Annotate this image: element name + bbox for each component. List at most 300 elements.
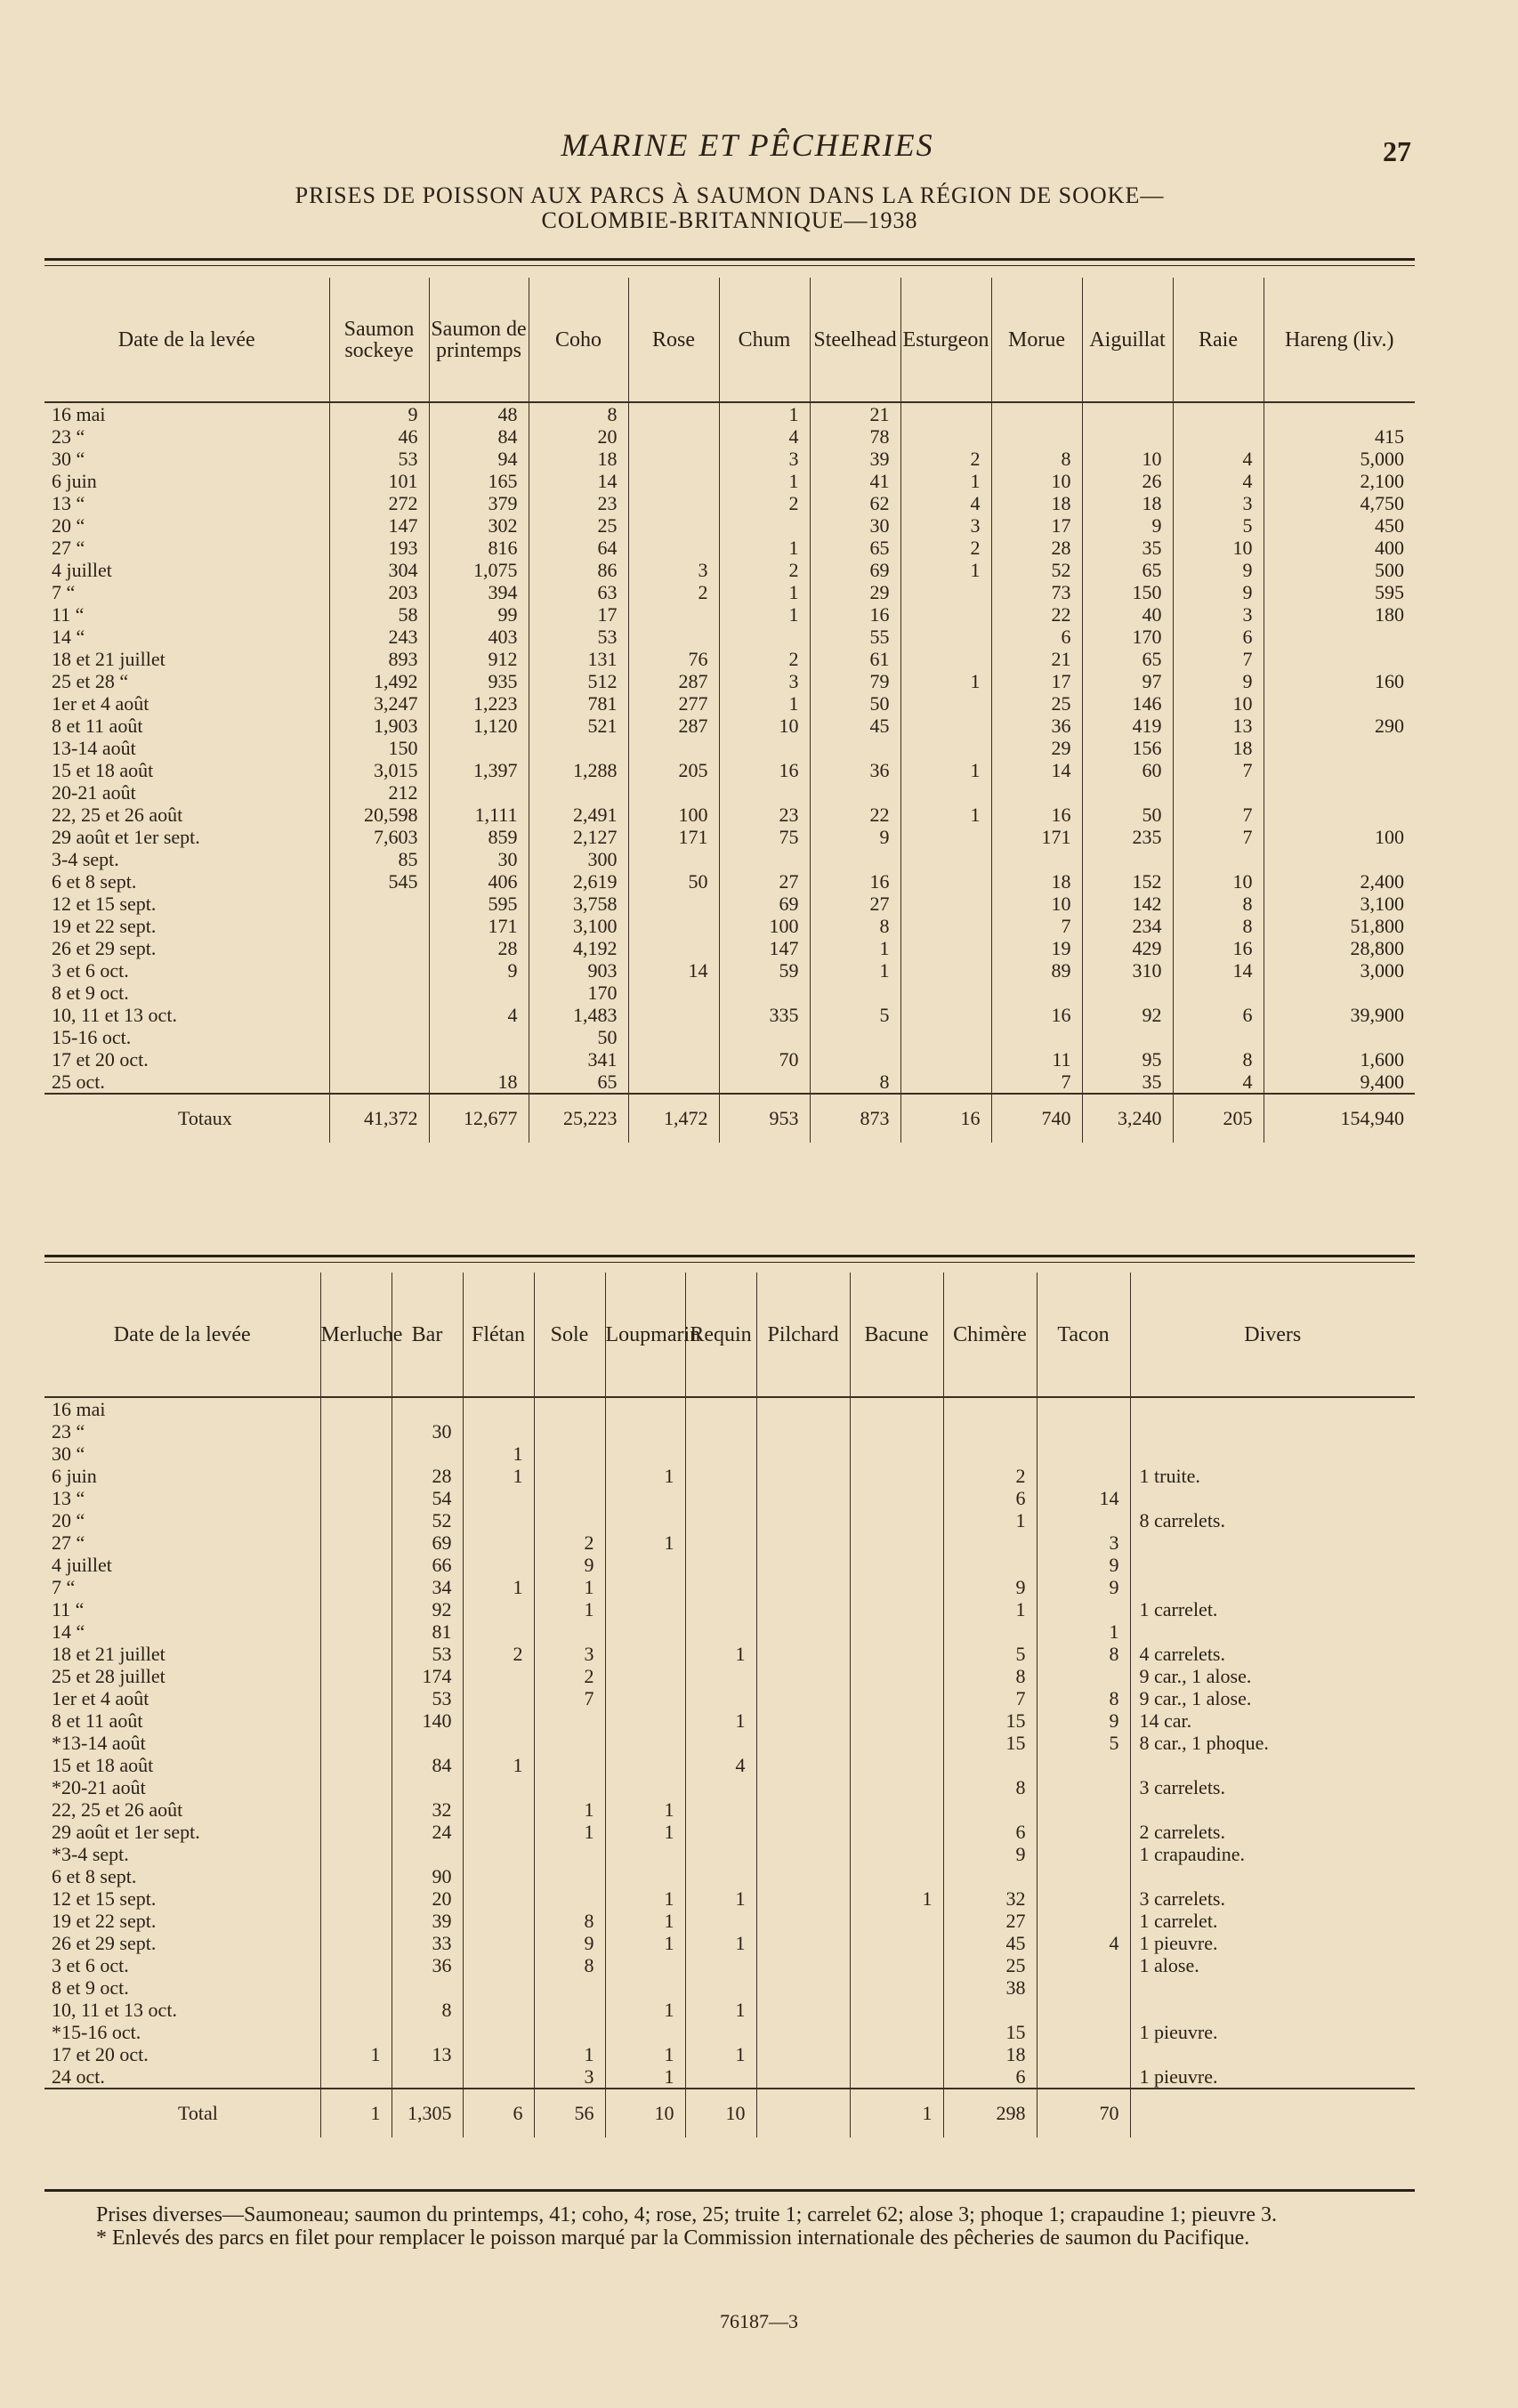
- table-cell: 1,397: [429, 759, 529, 781]
- table-cell: 97: [1082, 670, 1173, 692]
- table1-header-0: Date de la levée: [44, 278, 329, 402]
- table-cell: [685, 1397, 756, 1420]
- table-cell: 65: [810, 537, 900, 559]
- row-date: 23 “: [44, 1420, 320, 1442]
- table-cell: 2,491: [529, 804, 628, 826]
- table-cell: [1264, 402, 1415, 425]
- table-cell: 5: [943, 1643, 1037, 1665]
- table-cell: [1082, 781, 1173, 804]
- table-cell: 8 car., 1 phoque.: [1139, 1732, 1269, 1754]
- table-cell: 9: [943, 1843, 1037, 1865]
- table-cell: [320, 1976, 392, 1999]
- table-row: [44, 1999, 1415, 2021]
- table-cell: [1264, 692, 1415, 715]
- table-cell: 1: [719, 470, 810, 492]
- table-cell: 7: [1173, 648, 1264, 670]
- table-cell: 16: [810, 870, 900, 893]
- table-cell: [329, 915, 429, 937]
- table-cell: [719, 1071, 810, 1094]
- table-cell: 1: [719, 537, 810, 559]
- table-cell: [320, 1620, 392, 1643]
- totals-cell: 298: [943, 2089, 1037, 2137]
- table-cell: 1: [719, 603, 810, 626]
- table-cell: 41: [810, 470, 900, 492]
- table-row: [44, 826, 1415, 848]
- table-cell: 403: [429, 626, 529, 648]
- table-cell: 290: [1375, 715, 1404, 737]
- table-cell: 3: [1173, 603, 1264, 626]
- table-cell: [1037, 1843, 1130, 1865]
- table-cell: 545: [329, 870, 429, 893]
- table-cell: 5: [1037, 1732, 1130, 1754]
- table-cell: [756, 1531, 850, 1554]
- row-date: 3 et 6 oct.: [44, 1954, 320, 1976]
- table-cell: 3,000: [1360, 959, 1404, 982]
- table-row: [44, 2065, 1415, 2089]
- table-cell: 100: [628, 804, 719, 826]
- table-cell: [850, 1576, 943, 1598]
- table-cell: [605, 1665, 685, 1687]
- table-cell: [463, 2021, 534, 2043]
- table-cell: [756, 1776, 850, 1798]
- table-cell: [685, 1665, 756, 1687]
- row-date: 13 “: [44, 1487, 320, 1509]
- row-date: 19 et 22 sept.: [44, 1910, 320, 1932]
- table-cell: [628, 470, 719, 492]
- table-cell: [685, 1843, 756, 1865]
- table-cell: 8: [1173, 1048, 1264, 1071]
- table-cell: [810, 982, 900, 1004]
- table-cell: 7: [943, 1687, 1037, 1709]
- table-cell: 20: [392, 1887, 463, 1910]
- table-cell: 10: [1173, 870, 1264, 893]
- row-date: 13 “: [44, 492, 329, 514]
- row-date: 8 et 9 oct.: [44, 1976, 320, 1999]
- table-cell: 14: [628, 959, 719, 982]
- table-cell: 45: [943, 1932, 1037, 1954]
- table-cell: 30: [429, 848, 529, 870]
- totals-cell: 1,472: [628, 1094, 719, 1143]
- table-cell: [605, 1754, 685, 1776]
- table-cell: 18: [429, 1071, 529, 1094]
- row-date: 14 “: [44, 626, 329, 648]
- table-cell: [756, 1420, 850, 1442]
- table-cell: [605, 1643, 685, 1665]
- table-cell: [605, 1687, 685, 1709]
- table-cell: 65: [1082, 559, 1173, 581]
- table-cell: [810, 1026, 900, 1048]
- table-cell: 3: [719, 670, 810, 692]
- table-cell: [320, 1954, 392, 1976]
- table2-header-10: Tacon: [1037, 1273, 1130, 1397]
- table-row: [44, 1465, 1415, 1487]
- row-date: 18 et 21 juillet: [44, 648, 329, 670]
- table-cell: [756, 1665, 850, 1687]
- table-cell: 40: [1082, 603, 1173, 626]
- table-cell: 1: [534, 1598, 605, 1620]
- row-date: *13-14 août: [44, 1732, 320, 1754]
- table-cell: [320, 2065, 392, 2089]
- row-date: 7 “: [44, 581, 329, 603]
- row-date: *15-16 oct.: [44, 2021, 320, 2043]
- table-cell: [628, 781, 719, 804]
- table-cell: [685, 1420, 756, 1442]
- row-date: 12 et 15 sept.: [44, 893, 329, 915]
- table-cell: 1: [463, 1754, 534, 1776]
- table-cell: [605, 1976, 685, 1999]
- table-cell: 15: [943, 2021, 1037, 2043]
- table-cell: 14: [1173, 959, 1264, 982]
- table-cell: 6: [943, 2065, 1037, 2089]
- table-cell: [756, 1910, 850, 1932]
- table-cell: 2: [900, 448, 991, 470]
- table-cell: [1037, 1999, 1130, 2021]
- table-cell: 23: [719, 804, 810, 826]
- row-date: 15 et 18 août: [44, 759, 329, 781]
- table-cell: 50: [1082, 804, 1173, 826]
- table-row: [44, 1954, 1415, 1976]
- table-cell: 17: [991, 514, 1082, 537]
- table-cell: 2: [534, 1531, 605, 1554]
- table-cell: 50: [628, 870, 719, 893]
- table-cell: [529, 737, 628, 759]
- table-cell: [756, 1865, 850, 1887]
- table-cell: [850, 2021, 943, 2043]
- table-cell: 1,223: [429, 692, 529, 715]
- table-cell: [1037, 1665, 1130, 1687]
- row-date: 17 et 20 oct.: [44, 2043, 320, 2065]
- table-cell: 92: [392, 1598, 463, 1620]
- table-cell: 152: [1082, 870, 1173, 893]
- table-cell: 32: [392, 1798, 463, 1821]
- table-cell: [628, 537, 719, 559]
- table1-header-3: Coho: [529, 278, 628, 402]
- table-row: [44, 1687, 1415, 1709]
- totals-cell: 740: [991, 1094, 1082, 1143]
- table-title-line-1: PRISES DE POISSON AUX PARCS À SAUMON DANS LA RÉGION DE SOOKE—: [295, 182, 1165, 208]
- totals-cell: 10: [605, 2089, 685, 2137]
- table-cell: [756, 1732, 850, 1754]
- table-cell: 147: [719, 937, 810, 959]
- table-cell: [685, 2065, 756, 2089]
- table-cell: [719, 1026, 810, 1048]
- table-row: [44, 581, 1415, 603]
- table-title-line-2: COLOMBIE-BRITANNIQUE—1938: [541, 207, 918, 233]
- table-cell: [1130, 1576, 1415, 1598]
- table-cell: 450: [1375, 514, 1404, 537]
- table-cell: [320, 1865, 392, 1887]
- table-cell: 1: [685, 1643, 756, 1665]
- table-cell: 18: [943, 2043, 1037, 2065]
- table-cell: 1: [605, 2043, 685, 2065]
- table-cell: 10: [1173, 692, 1264, 715]
- table-cell: 4 carrelets.: [1139, 1643, 1225, 1665]
- table-cell: 86: [529, 559, 628, 581]
- totals-cell: 873: [810, 1094, 900, 1143]
- totals-cell: 10: [685, 2089, 756, 2137]
- table-cell: [1130, 1798, 1415, 1821]
- table-row: [44, 1754, 1415, 1776]
- table-cell: 8: [529, 402, 628, 425]
- totals-cell: 70: [1037, 2089, 1130, 2137]
- row-date: 27 “: [44, 537, 329, 559]
- table-row: [44, 1776, 1415, 1798]
- table-cell: 302: [429, 514, 529, 537]
- table-cell: 15: [943, 1709, 1037, 1732]
- table-cell: [392, 1976, 463, 1999]
- table-cell: [463, 1487, 534, 1509]
- table-cell: 25: [991, 692, 1082, 715]
- table-cell: 131: [529, 648, 628, 670]
- table-cell: [534, 1732, 605, 1754]
- table-cell: 36: [991, 715, 1082, 737]
- table-row: [44, 1665, 1415, 1687]
- table-cell: 16: [1173, 937, 1264, 959]
- table-cell: [900, 603, 991, 626]
- totals-cell: 1: [850, 2089, 943, 2137]
- table-cell: [850, 1531, 943, 1554]
- table-cell: 500: [1375, 559, 1404, 581]
- table-cell: [320, 1554, 392, 1576]
- table-cell: 171: [628, 826, 719, 848]
- table-cell: 1: [719, 692, 810, 715]
- table-title: [142, 183, 1317, 233]
- table-cell: 33: [392, 1932, 463, 1954]
- table-cell: 100: [719, 915, 810, 937]
- row-date: 6 juin: [44, 470, 329, 492]
- table-cell: [756, 1442, 850, 1465]
- row-date: 22, 25 et 26 août: [44, 804, 329, 826]
- table-cell: [628, 937, 719, 959]
- table-cell: 9: [943, 1576, 1037, 1598]
- table-cell: 53: [329, 448, 429, 470]
- table-cell: [605, 1442, 685, 1465]
- table-cell: [320, 1843, 392, 1865]
- row-date: 20 “: [44, 1509, 320, 1531]
- table-cell: [900, 1071, 991, 1094]
- table-cell: [463, 1843, 534, 1865]
- table-cell: [850, 2043, 943, 2065]
- table-cell: [463, 1999, 534, 2021]
- table-cell: 27: [943, 1910, 1037, 1932]
- table-cell: [329, 1071, 429, 1094]
- table-cell: 341: [529, 1048, 628, 1071]
- table-cell: [756, 1821, 850, 1843]
- row-date: 24 oct.: [44, 2065, 320, 2089]
- table-cell: [320, 1420, 392, 1442]
- table1-header-6: Steelhead: [810, 278, 900, 402]
- table-cell: 1: [685, 2043, 756, 2065]
- table-row: [44, 1509, 1415, 1531]
- table-cell: 1,288: [529, 759, 628, 781]
- table-cell: 35: [1082, 537, 1173, 559]
- table-cell: [1082, 982, 1173, 1004]
- table-cell: 1: [810, 959, 900, 982]
- footnotes: [32, 2203, 1438, 2250]
- table-cell: 69: [392, 1531, 463, 1554]
- row-date: 30 “: [44, 448, 329, 470]
- row-date: *20-21 août: [44, 1776, 320, 1798]
- table-cell: 1: [850, 1887, 943, 1910]
- table2-header-7: Pilchard: [756, 1273, 850, 1397]
- table-cell: [756, 1754, 850, 1776]
- totals-cell: 6: [463, 2089, 534, 2137]
- table-row: [44, 603, 1415, 626]
- table-cell: [320, 1687, 392, 1709]
- table-cell: [685, 1732, 756, 1754]
- table-cell: [756, 1465, 850, 1487]
- row-date: 6 et 8 sept.: [44, 1865, 320, 1887]
- table-row: [44, 648, 1415, 670]
- table-cell: 1: [605, 1999, 685, 2021]
- row-date: 7 “: [44, 1576, 320, 1598]
- totals-label: Total: [44, 2089, 320, 2137]
- table-row: [44, 1026, 1415, 1048]
- table-cell: 1: [900, 559, 991, 581]
- table-cell: [1130, 1420, 1415, 1442]
- table-cell: [756, 1598, 850, 1620]
- row-date: 1er et 4 août: [44, 692, 329, 715]
- table-cell: 170: [1082, 626, 1173, 648]
- table-cell: [943, 1397, 1037, 1420]
- table-cell: 9: [1037, 1576, 1130, 1598]
- running-title: MARINE ET PÊCHERIES: [561, 127, 934, 163]
- table-row: [44, 959, 1415, 982]
- table-row: [44, 1643, 1415, 1665]
- table-cell: 1: [900, 470, 991, 492]
- table-cell: 2,400: [1360, 870, 1404, 893]
- table-cell: [943, 1754, 1037, 1776]
- table-cell: 156: [1082, 737, 1173, 759]
- table-cell: [463, 1397, 534, 1420]
- totals-cell: 41,372: [329, 1094, 429, 1143]
- table-cell: [463, 1954, 534, 1976]
- table-cell: [534, 1776, 605, 1798]
- table-cell: [605, 1776, 685, 1798]
- table1-header-11: Hareng (liv.): [1264, 278, 1415, 402]
- table-cell: [756, 2065, 850, 2089]
- table-row: [44, 737, 1415, 759]
- table-cell: [1130, 1865, 1415, 1887]
- table-cell: 4: [1173, 1071, 1264, 1094]
- table-cell: [850, 1821, 943, 1843]
- table-row: [44, 692, 1415, 715]
- table-cell: [605, 1397, 685, 1420]
- table-cell: [756, 1887, 850, 1910]
- table-cell: [900, 1004, 991, 1026]
- table-row: [44, 470, 1415, 492]
- table-cell: 84: [429, 425, 529, 448]
- table-row: [44, 1887, 1415, 1910]
- table-cell: 1: [900, 804, 991, 826]
- table-cell: [529, 781, 628, 804]
- table-cell: 1: [685, 1709, 756, 1732]
- table-cell: 53: [529, 626, 628, 648]
- footnote-prises-diverses: Prises diverses—Saumoneau; saumon du printemps, 41; coho, 4; rose, 25; truite 1; carrelet 62; alose 3; phoque 1; crapaudine 1; pieuvre 3.: [96, 2203, 1278, 2226]
- table-cell: 1,120: [429, 715, 529, 737]
- table-cell: 13: [1173, 715, 1264, 737]
- table-row: [44, 1709, 1415, 1732]
- table-cell: [900, 1026, 991, 1048]
- row-date: 16 mai: [44, 402, 329, 425]
- table-cell: 3: [534, 1643, 605, 1665]
- table-cell: 61: [810, 648, 900, 670]
- table-cell: 1: [685, 1999, 756, 2021]
- table-cell: [534, 1709, 605, 1732]
- table-cell: [463, 1976, 534, 1999]
- table-cell: [1037, 1865, 1130, 1887]
- table-cell: [900, 648, 991, 670]
- table-cell: 9: [534, 1932, 605, 1954]
- catch-table-1: [44, 278, 1415, 1143]
- table-row: [44, 1976, 1415, 1999]
- table-cell: [320, 1397, 392, 1420]
- row-date: 23 “: [44, 425, 329, 448]
- table-cell: 903: [529, 959, 628, 982]
- table-cell: [943, 1620, 1037, 1643]
- catch-table-2: [44, 1273, 1415, 2137]
- totals-cell: 3,240: [1082, 1094, 1173, 1143]
- table-row: [44, 448, 1415, 470]
- table-cell: [534, 1465, 605, 1487]
- table-cell: 2: [719, 559, 810, 581]
- table-cell: [685, 1910, 756, 1932]
- signature-mark: 76187—3: [720, 2310, 798, 2332]
- table-cell: [463, 1887, 534, 1910]
- table-cell: [1173, 982, 1264, 1004]
- table-cell: 5,000: [1360, 448, 1404, 470]
- table-cell: [1130, 1397, 1415, 1420]
- table-cell: 9: [1082, 514, 1173, 537]
- table-cell: [320, 2021, 392, 2043]
- table-cell: [1173, 848, 1264, 870]
- row-date: 17 et 20 oct.: [44, 1048, 329, 1071]
- table-cell: [534, 1843, 605, 1865]
- table-cell: [1037, 1821, 1130, 1843]
- table-cell: 1 carrelet.: [1139, 1598, 1218, 1620]
- table-cell: [1037, 1509, 1130, 1531]
- table-cell: 15: [943, 1732, 1037, 1754]
- table-cell: 1: [1037, 1620, 1130, 1643]
- table-cell: [320, 1487, 392, 1509]
- table-cell: 4: [719, 425, 810, 448]
- totals-cell: 1,305: [392, 2089, 463, 2137]
- table-cell: [463, 1509, 534, 1531]
- table-cell: 512: [529, 670, 628, 692]
- table-cell: [1037, 1776, 1130, 1798]
- table-cell: 2,619: [529, 870, 628, 893]
- table-cell: [463, 1932, 534, 1954]
- row-date: 29 août et 1er sept.: [44, 826, 329, 848]
- table-cell: 9 car., 1 alose.: [1139, 1687, 1252, 1709]
- table-cell: [1037, 1397, 1130, 1420]
- table-cell: [429, 737, 529, 759]
- table-cell: [685, 1976, 756, 1999]
- table-cell: 7: [991, 915, 1082, 937]
- table-cell: 39,900: [1350, 1004, 1404, 1026]
- table-cell: [1037, 1754, 1130, 1776]
- table-cell: 36: [392, 1954, 463, 1976]
- table-cell: 3: [628, 559, 719, 581]
- table-cell: 212: [329, 781, 429, 804]
- table-cell: [756, 1509, 850, 1531]
- table2-header-11: Divers: [1130, 1273, 1415, 1397]
- table-cell: 893: [329, 648, 429, 670]
- table-cell: 62: [810, 492, 900, 514]
- table-cell: [1037, 2043, 1130, 2065]
- row-date: 29 août et 1er sept.: [44, 1821, 320, 1843]
- table-cell: 3,015: [329, 759, 429, 781]
